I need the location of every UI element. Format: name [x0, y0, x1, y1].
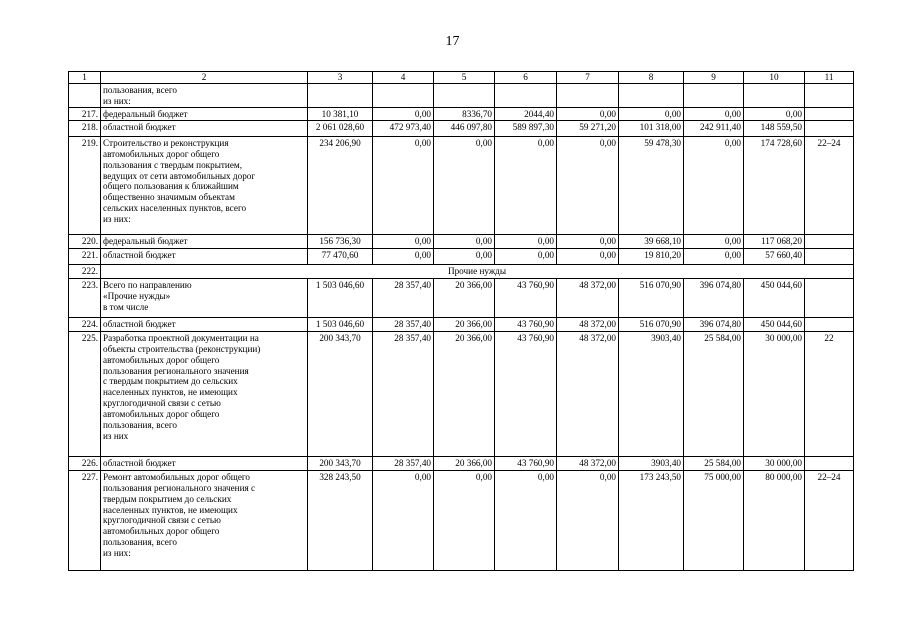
value-col-5 — [434, 83, 495, 107]
value-col-10: 0,00 — [744, 107, 805, 120]
value-col-9: 0,00 — [684, 234, 744, 248]
value-col-6: 0,00 — [495, 234, 557, 248]
reference-col — [805, 317, 854, 331]
column-header-4: 4 — [373, 72, 434, 84]
row-description-text: областной бюджет — [103, 457, 176, 468]
value-col-7: 59 271,20 — [557, 120, 619, 136]
row-description — [101, 83, 308, 107]
row-number: 222. — [69, 264, 101, 278]
column-header-5: 5 — [434, 72, 495, 84]
value-col-5: 0,00 — [434, 234, 495, 248]
reference-col: 22–24 — [805, 470, 854, 570]
value-col-6: 0,00 — [495, 470, 557, 570]
row-number: 225. — [69, 331, 101, 456]
table-row — [69, 317, 854, 331]
value-col-9: 396 074,80 — [684, 317, 744, 331]
value-col-10: 174 728,60 — [744, 136, 805, 234]
value-col-10: 450 044,60 — [744, 317, 805, 331]
row-number: 218. — [69, 120, 101, 136]
value-col-3: 1 503 046,60 — [308, 278, 373, 317]
value-col-10: 450 044,60 — [744, 278, 805, 317]
value-col-5: 20 366,00 — [434, 456, 495, 470]
value-col-3: 234 206,90 — [308, 136, 373, 234]
value-col-8: 101 318,00 — [619, 120, 684, 136]
section-row — [69, 264, 854, 278]
row-description — [101, 317, 308, 331]
value-col-4: 28 357,40 — [373, 278, 434, 317]
value-col-5: 20 366,00 — [434, 278, 495, 317]
row-number: 223. — [69, 278, 101, 317]
value-col-7: 0,00 — [557, 248, 619, 264]
table-row — [69, 331, 854, 456]
reference-col — [805, 107, 854, 120]
reference-col: 22–24 — [805, 136, 854, 234]
value-col-7: 0,00 — [557, 234, 619, 248]
table-row — [69, 278, 854, 317]
value-col-6: 589 897,30 — [495, 120, 557, 136]
value-col-4: 472 973,40 — [373, 120, 434, 136]
value-col-4: 28 357,40 — [373, 456, 434, 470]
value-col-4: 0,00 — [373, 136, 434, 234]
row-description — [101, 470, 308, 570]
reference-col — [805, 120, 854, 136]
reference-col — [805, 234, 854, 248]
value-col-8: 516 070,90 — [619, 317, 684, 331]
reference-col — [805, 248, 854, 264]
value-col-8: 39 668,10 — [619, 234, 684, 248]
row-description-text: Ремонт автомобильных дорог общего пользования регионального значения с твердым покрытием до сельских населенных пунктов, не имеющих круглогодичной связи с сетью автомобильных дорог общего пользования, всего из них: — [103, 471, 256, 559]
value-col-9: 25 584,00 — [684, 456, 744, 470]
value-col-8: 173 243,50 — [619, 470, 684, 570]
value-col-3: 2 061 028,60 — [308, 120, 373, 136]
value-col-10: 148 559,50 — [744, 120, 805, 136]
value-col-3: 10 381,10 — [308, 107, 373, 120]
value-col-10: 117 068,20 — [744, 234, 805, 248]
value-col-8 — [619, 83, 684, 107]
reference-col — [805, 456, 854, 470]
table-row — [69, 83, 854, 107]
row-description — [101, 331, 308, 456]
column-header-1: 1 — [69, 72, 101, 84]
value-col-5: 20 366,00 — [434, 331, 495, 456]
value-col-9: 25 584,00 — [684, 331, 744, 456]
page-number: 17 — [445, 34, 460, 49]
row-number: 217. — [69, 107, 101, 120]
column-header-row — [69, 72, 854, 84]
value-col-4: 0,00 — [373, 234, 434, 248]
value-col-6: 2044,40 — [495, 107, 557, 120]
row-description-text: федеральный бюджет — [103, 235, 188, 246]
value-col-5: 446 097,80 — [434, 120, 495, 136]
row-description-text: пользования, всего из них: — [103, 84, 177, 106]
value-col-9: 396 074,80 — [684, 278, 744, 317]
value-col-5: 0,00 — [434, 136, 495, 234]
value-col-7: 48 372,00 — [557, 278, 619, 317]
value-col-5: 8336,70 — [434, 107, 495, 120]
reference-col: 22 — [805, 331, 854, 456]
value-col-7: 0,00 — [557, 136, 619, 234]
value-col-10: 57 660,40 — [744, 248, 805, 264]
table-row — [69, 107, 854, 120]
value-col-6 — [495, 83, 557, 107]
reference-col — [805, 83, 854, 107]
value-col-8: 19 810,20 — [619, 248, 684, 264]
value-col-8: 59 478,30 — [619, 136, 684, 234]
table-row — [69, 136, 854, 234]
value-col-9: 0,00 — [684, 248, 744, 264]
row-description-text: областной бюджет — [103, 121, 176, 132]
value-col-4: 0,00 — [373, 248, 434, 264]
table-row — [69, 120, 854, 136]
row-description — [101, 234, 308, 248]
column-header-11: 11 — [805, 72, 854, 84]
column-header-8: 8 — [619, 72, 684, 84]
row-description — [101, 120, 308, 136]
row-description-text: федеральный бюджет — [103, 108, 188, 119]
value-col-3: 200 343,70 — [308, 456, 373, 470]
value-col-6: 43 760,90 — [495, 456, 557, 470]
column-header-6: 6 — [495, 72, 557, 84]
value-col-10 — [744, 83, 805, 107]
row-description — [101, 107, 308, 120]
value-col-6: 43 760,90 — [495, 331, 557, 456]
value-col-3: 1 503 046,60 — [308, 317, 373, 331]
row-number — [69, 83, 101, 107]
value-col-5: 20 366,00 — [434, 317, 495, 331]
value-col-10: 80 000,00 — [744, 470, 805, 570]
value-col-7: 48 372,00 — [557, 456, 619, 470]
value-col-6: 0,00 — [495, 136, 557, 234]
value-col-5: 0,00 — [434, 470, 495, 570]
value-col-4: 28 357,40 — [373, 331, 434, 456]
value-col-7: 0,00 — [557, 107, 619, 120]
column-header-7: 7 — [557, 72, 619, 84]
value-col-7: 48 372,00 — [557, 331, 619, 456]
budget-table — [68, 71, 854, 571]
value-col-3: 156 736,30 — [308, 234, 373, 248]
value-col-9: 0,00 — [684, 107, 744, 120]
value-col-6: 43 760,90 — [495, 317, 557, 331]
value-col-3: 328 243,50 — [308, 470, 373, 570]
row-number: 226. — [69, 456, 101, 470]
value-col-10: 30 000,00 — [744, 456, 805, 470]
value-col-4: 0,00 — [373, 107, 434, 120]
value-col-9: 75 000,00 — [684, 470, 744, 570]
value-col-7 — [557, 83, 619, 107]
value-col-9: 0,00 — [684, 136, 744, 234]
value-col-6: 43 760,90 — [495, 278, 557, 317]
value-col-6: 0,00 — [495, 248, 557, 264]
value-col-8: 0,00 — [619, 107, 684, 120]
row-number: 221. — [69, 248, 101, 264]
value-col-4 — [373, 83, 434, 107]
table-row — [69, 248, 854, 264]
value-col-3: 200 343,70 — [308, 331, 373, 456]
value-col-9 — [684, 83, 744, 107]
value-col-8: 3903,40 — [619, 456, 684, 470]
column-header-2: 2 — [101, 72, 308, 84]
row-number: 224. — [69, 317, 101, 331]
row-description — [101, 456, 308, 470]
row-description-text: областной бюджет — [103, 249, 176, 260]
value-col-4: 28 357,40 — [373, 317, 434, 331]
row-description-text: Строительство и реконструкция автомобильных дорог общего пользования с твердым покрытием, ведущих от сети автомобильных дорог общего пользования к ближайшим общественно значимым объектам сельских населенных пунктов, всего из них: — [103, 137, 256, 225]
value-col-9: 242 911,40 — [684, 120, 744, 136]
value-col-3 — [308, 83, 373, 107]
row-number: 219. — [69, 136, 101, 234]
table-row — [69, 456, 854, 470]
value-col-3: 77 470,60 — [308, 248, 373, 264]
row-description-text: Разработка проектной документации на объекты строительства (реконструкции) автомобильных дорог общего пользования регионального значения с твердым покрытием до сельских населенных пунктов, не имеющих круглогодичной связи с сетью автомобильных дорог общего пользования, всего из них — [103, 332, 261, 441]
row-description-text: областной бюджет — [103, 318, 176, 329]
value-col-8: 3903,40 — [619, 331, 684, 456]
row-number: 220. — [69, 234, 101, 248]
reference-col — [805, 278, 854, 317]
column-header-9: 9 — [684, 72, 744, 84]
table-body — [69, 72, 854, 571]
value-col-5: 0,00 — [434, 248, 495, 264]
table-row — [69, 470, 854, 570]
column-header-10: 10 — [744, 72, 805, 84]
value-col-4: 0,00 — [373, 470, 434, 570]
row-description — [101, 278, 308, 317]
row-description-text: Всего по направлению «Прочие нужды» в том числе — [103, 279, 192, 312]
row-description — [101, 248, 308, 264]
row-description — [101, 136, 308, 234]
row-number: 227. — [69, 470, 101, 570]
section-title: Прочие нужды — [101, 264, 854, 278]
value-col-8: 516 070,90 — [619, 278, 684, 317]
column-header-3: 3 — [308, 72, 373, 84]
value-col-7: 48 372,00 — [557, 317, 619, 331]
table-row — [69, 234, 854, 248]
value-col-7: 0,00 — [557, 470, 619, 570]
value-col-10: 30 000,00 — [744, 331, 805, 456]
